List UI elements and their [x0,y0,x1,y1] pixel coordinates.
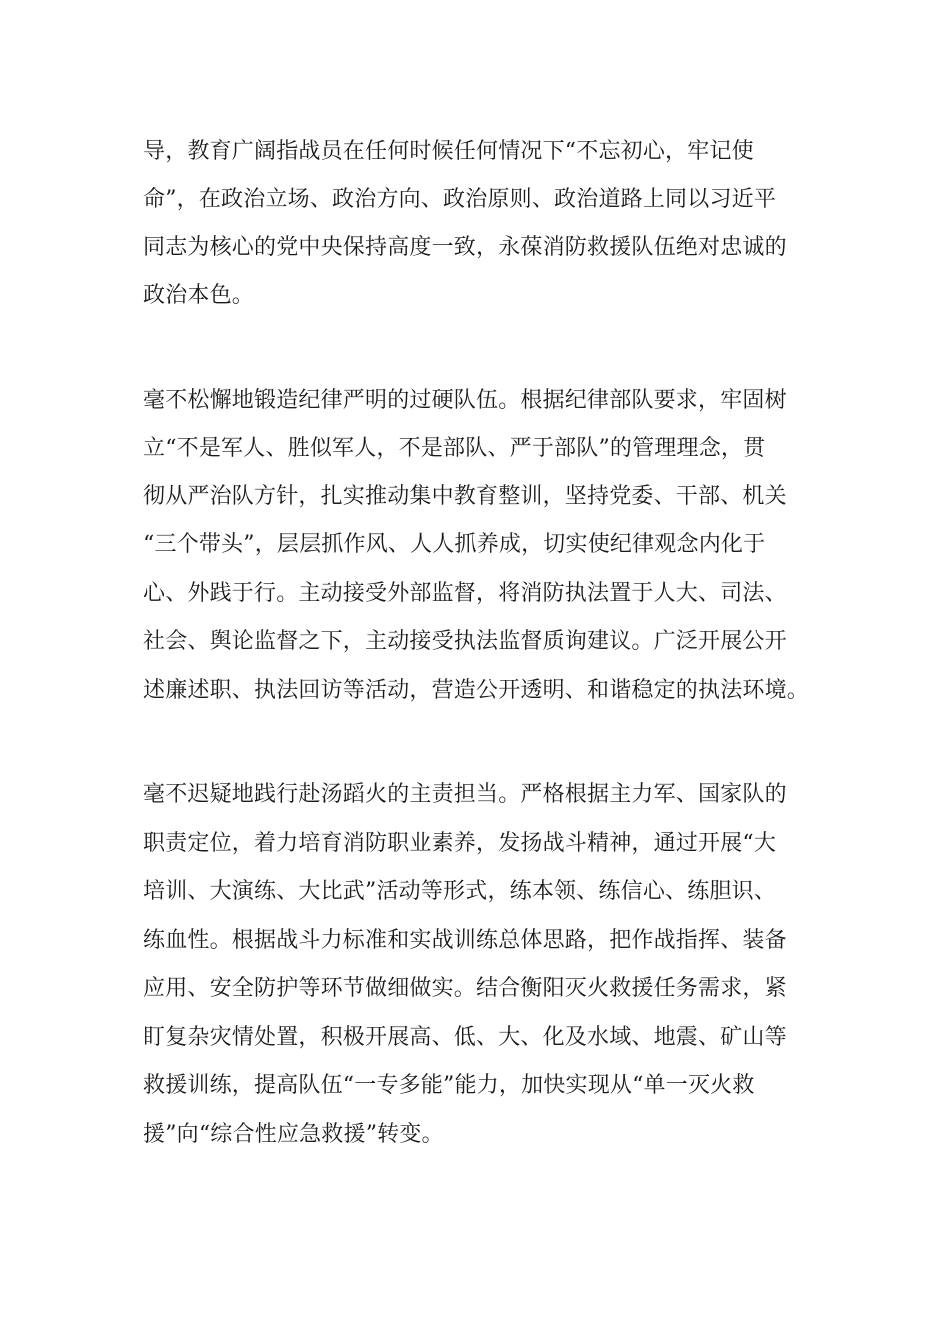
text-line: 培训、大演练、大比武”活动等形式，练本领、练信心、练胆识、 [143,879,777,904]
text-line: 立“不是军人、胜似军人，不是部队、严于部队”的管理理念，贯 [143,436,766,461]
text-line: 同志为核心的党中央保持高度一致，永葆消防救援队伍绝对忠诚的 [143,235,787,260]
text-line: 述廉述职、执法回访等活动，营造公开透明、和谐稳定的执法环境。 [143,678,810,703]
text-line: 导，教育广阔指战员在任何时候任何情况下“不忘初心，牢记使 [143,139,754,164]
text-line: 命”，在政治立场、政治方向、政治原则、政治道路上同以习近平 [143,187,777,212]
text-line: 应用、安全防护等环节做细做实。结合衡阳灭火救援任务需求，紧 [143,976,787,1001]
text-line: 救援训练，提高队伍“一专多能”能力，加快实现从“单一灭火救 [143,1073,755,1098]
text-line: “三个带头”，层层抓作风、人人抓养成，切实使纪律观念内化于 [143,532,766,557]
text-line: 援”向“综合性应急救援”转变。 [143,1122,444,1147]
text-line: 彻从严治队方针，扎实推动集中教育整训，坚持党委、干部、机关 [143,484,787,509]
text-line: 毫不迟疑地践行赴汤蹈火的主责担当。严格根据主力军、国家队的 [143,782,787,807]
text-line: 社会、舆论监督之下，主动接受执法监督质询建议。广泛开展公开 [143,629,787,654]
text-line: 毫不松懈地锻造纪律严明的过硬队伍。根据纪律部队要求，牢固树 [143,388,787,413]
text-line: 政治本色。 [143,283,255,308]
text-line: 练血性。根据战斗力标准和实战训练总体思路，把作战指挥、装备 [143,928,787,953]
text-line: 心、外践于行。主动接受外部监督，将消防执法置于人大、司法、 [143,581,787,606]
text-line: 盯复杂灾情处置，积极开展高、低、大、化及水域、地震、矿山等 [143,1025,787,1050]
text-line: 职责定位，着力培育消防职业素养，发扬战斗精神，通过开展“大 [143,831,777,856]
